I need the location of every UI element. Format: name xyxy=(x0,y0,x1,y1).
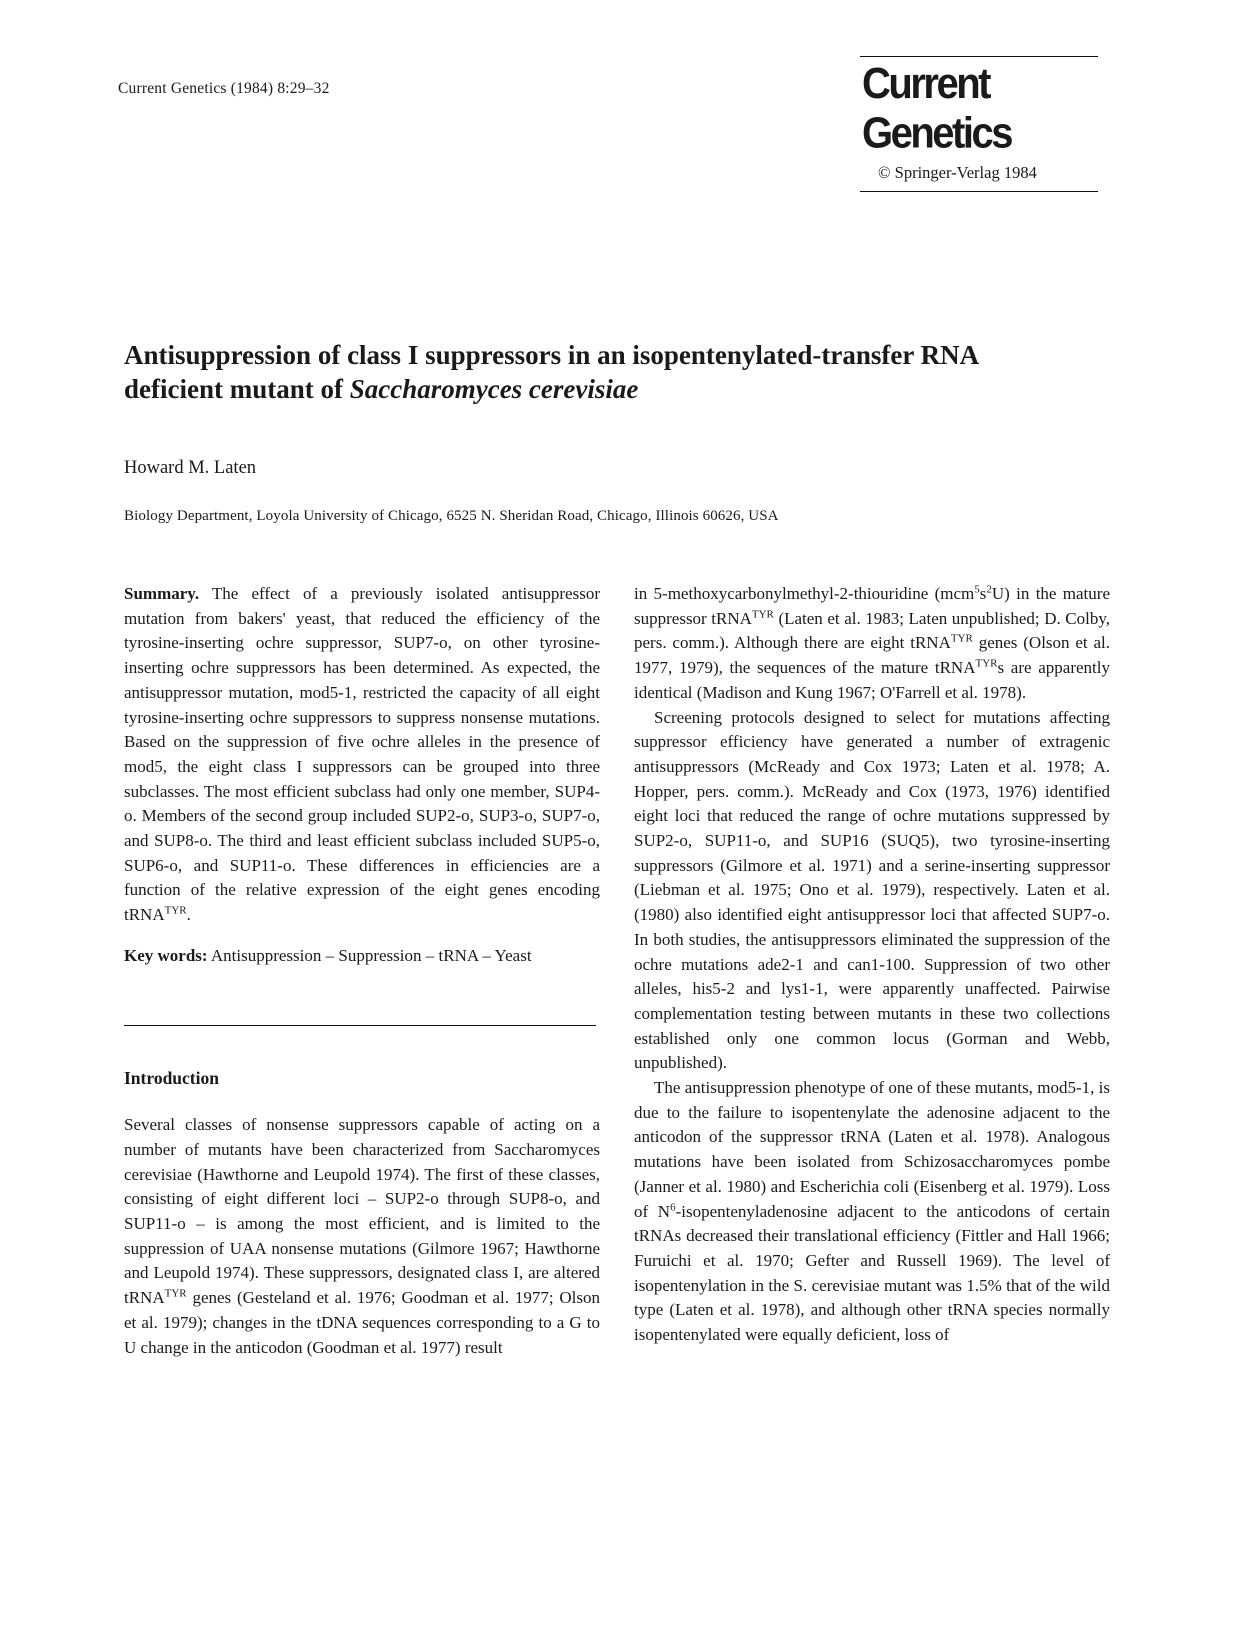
rp1-sup-4: TYR xyxy=(950,632,973,645)
summary-superscript: TYR xyxy=(164,904,187,917)
rp3-sup: 6 xyxy=(670,1200,676,1213)
article-title xyxy=(124,338,1124,406)
keywords-body: Antisuppression – Suppression – tRNA – Yeast xyxy=(210,945,532,965)
rp1-b: s xyxy=(979,584,987,603)
rp1-sup-2: 2 xyxy=(986,583,992,596)
rp1-sup-1: 5 xyxy=(974,583,980,596)
author-affiliation: Biology Department, Loyola University of Chicago, 6525 N. Sheridan Road, Chicago, Illinois 60626, USA xyxy=(124,508,779,524)
intro-superscript: TYR xyxy=(164,1287,187,1300)
copyright-notice: © Springer-Verlag 1984 xyxy=(878,163,1037,182)
rp1-sup-3: TYR xyxy=(751,608,774,621)
introduction-heading: Introduction xyxy=(124,1067,219,1088)
left-column xyxy=(124,582,600,1360)
rp1-e: genes (Olson et al. 1977, 1979), the sequences of the mature tRNA xyxy=(634,633,1110,678)
rp1-d: (Laten et al. 1983; Laten unpublished; D. Colby, pers. comm.). Although there are eight tRNA xyxy=(634,608,1110,653)
rp3-a: The antisuppression phenotype of one of these mutants, mod5-1, is due to the failure to isopentenylate the adenosine adjacent to the anticodon of the suppressor tRNA (Laten et al. 1978). Analogous mutations have been isolated from Schizosaccharomyces pombe (Janner et al. 1980) and Escherichia coli (Eisenberg et al. 1979). Loss of N xyxy=(634,1078,1110,1221)
author-name: Howard M. Laten xyxy=(124,458,257,478)
section-divider xyxy=(124,1025,596,1026)
journal-masthead xyxy=(860,56,1098,192)
title-line-1: Antisuppression of class I suppressors in an isopentenylated-transfer RNA xyxy=(124,340,980,370)
journal-logo: Current Genetics xyxy=(862,60,1011,158)
rp1-c: U) in the mature suppressor tRNA xyxy=(634,584,1110,628)
rp1-f: s are apparently identical (Madison and Kung 1967; O'Farrell et al. 1978). xyxy=(634,658,1110,702)
introduction-paragraph xyxy=(124,1113,600,1360)
intro-text-a: Several classes of nonsense suppressors capable of acting on a number of mutants have been characterized from Saccharomyces cerevisiae (Hawthorne and Leupold 1974). The first of these classes, consisting of eight different loci – SUP2-o through SUP8-o, and SUP11-o – is among the most efficient, and is limited to the suppression of UAA nonsense mutations (Gilmore 1967; Hawthorne and Leupold 1974). These suppressors, designated class I, are altered tRNA xyxy=(124,1115,600,1308)
masthead-top-rule xyxy=(860,56,1098,57)
rp3-b: -isopentenyladenosine adjacent to the anticodons of certain tRNAs decreased their translational efficiency (Fittler and Hall 1966; Furuichi et al. 1970; Gefter and Russell 1969). The level of isopentenylation in the S. cerevisiae mutant was 1.5% that of the wild type (Laten et al. 1978), and although other tRNA species normally isopentenylated were equally deficient, loss of xyxy=(634,1201,1110,1345)
keywords-paragraph xyxy=(124,944,600,969)
summary-lead: Summary. xyxy=(124,584,200,603)
keywords-lead: Key words: xyxy=(124,945,208,965)
journal-citation: Current Genetics (1984) 8:29–32 xyxy=(118,80,330,97)
right-paragraph-2: Screening protocols designed to select for mutations affecting suppressor efficiency have generated a number of extragenic antisuppressors (McReady and Cox 1973; Laten et al. 1978; A. Hopper, pers. comm.). McReady and Cox (1973, 1976) identified eight loci that reduced the range of ochre mutations suppressed by SUP2-o, SUP11-o, and SUP16 (SUQ5), two tyrosine-inserting suppressors (Gilmore et al. 1971) and a serine-inserting suppressor (Liebman et al. 1975; Ono et al. 1979), respectively. Laten et al. (1980) also identified eight antisuppressor loci that affected SUP7-o. In both studies, the antisuppressors eliminated the suppression of the ochre mutations ade2-1 and can1-100. Suppression of two other alleles, his5-2 and lys1-1, were apparently unaffected. Pairwise complementation testing between mutants in these two collections established only one common locus (Gorman and Webb, unpublished). xyxy=(634,707,1110,1073)
summary-body: The effect of a previously isolated antisuppressor mutation from bakers' yeast, that reduced the efficiency of the tyrosine-inserting ochre suppressor, SUP7-o, on other tyrosine-inserting ochre suppressors has been determined. As expected, the antisuppressor mutation, mod5-1, restricted the capacity of all eight tyrosine-inserting ochre suppressors to suppress nonsense mutations. Based on the suppression of five ochre alleles in the presence of mod5, the eight class I suppressors can be grouped into three subclasses. The most efficient subclass had only one member, SUP4-o. Members of the second group included SUP2-o, SUP3-o, SUP7-o, and SUP8-o. The third and least efficient subclass included SUP5-o, SUP6-o, and SUP11-o. These differences in efficiencies are a function of the relative expression of the eight genes encoding tRNA xyxy=(124,584,600,925)
right-column xyxy=(634,582,1110,1348)
rp1-a: in 5-methoxycarbonylmethyl-2-thiouridine (mcm xyxy=(634,584,975,603)
summary-paragraph xyxy=(124,582,600,928)
right-paragraph-1 xyxy=(634,582,1110,706)
rp1-sup-5: TYR xyxy=(975,657,998,670)
title-species-name: Saccharomyces cerevisiae xyxy=(349,374,639,404)
intro-text-b: genes (Gesteland et al. 1976; Goodman et al. 1977; Olson et al. 1979); changes in the tDNA sequences corresponding to a G to U change in the anticodon (Goodman et al. 1977) result xyxy=(124,1288,600,1357)
masthead-bottom-rule xyxy=(860,191,1098,192)
summary-end: . xyxy=(186,905,191,925)
title-line-2-prefix: deficient mutant of xyxy=(124,374,350,404)
right-paragraph-3 xyxy=(634,1076,1110,1348)
